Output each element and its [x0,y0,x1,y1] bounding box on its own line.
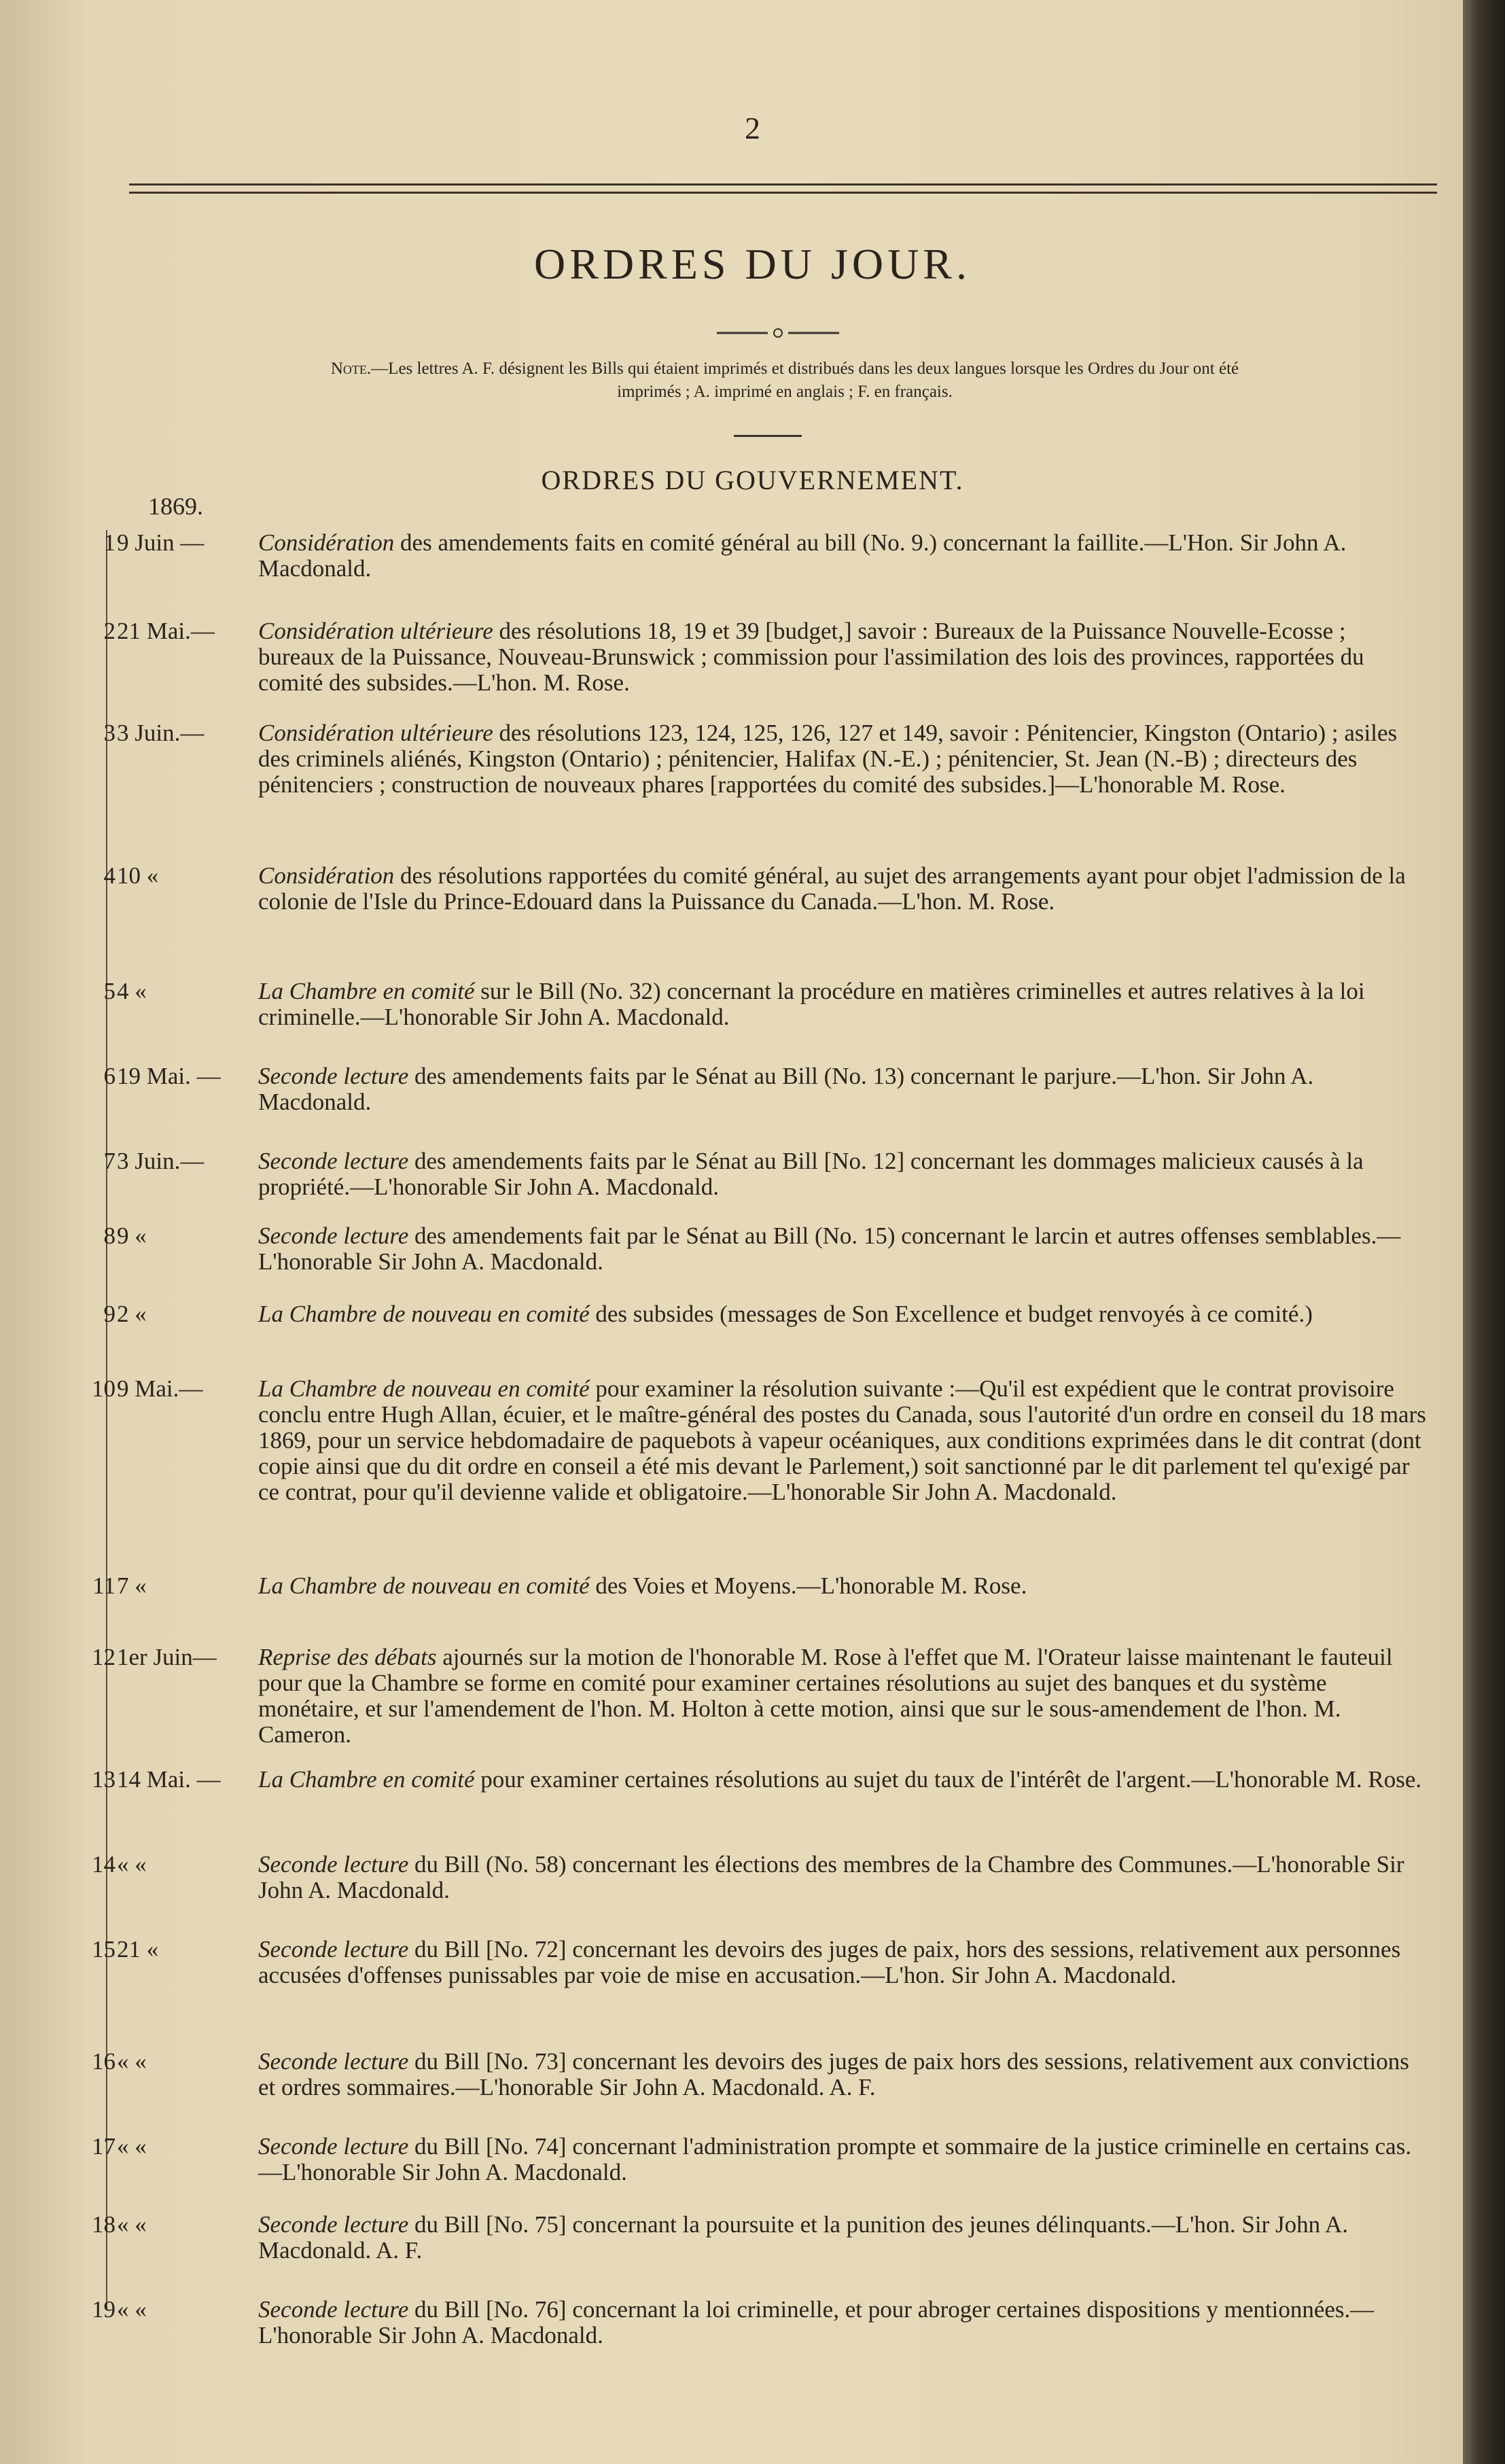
entry-lead: Considération ultérieure [258,720,493,746]
entry-body: pour examiner certaines résolutions au sujet du taux de l'intérêt de l'argent.—L'honorable M. Rose. [480,1766,1422,1793]
entry-text [258,1301,1427,1327]
entry-text [258,2134,1427,2185]
order-entry [88,2212,1427,2264]
entry-body: des résolutions 123, 124, 125, 126, 127 et 149, savoir : Pénitencier, Kingston (Ontario) ; asiles des criminels aliénés, Kingston (Ontario) ; pénitencier, Halifax (N.-E.) ; pénitencier, St. Jean (N.-B) ; directeurs des pénitenciers ; construction de nouveaux phares [rapportées du comité des subsides.]—L'honorable M. Rose. [258,720,1398,798]
entry-lead: Seconde lecture [258,1851,409,1878]
order-entry [88,2134,1427,2185]
entry-lead: Seconde lecture [258,2211,409,2238]
entry-body: des Voies et Moyens.—L'honorable M. Rose. [595,1572,1027,1599]
entry-number: 15 [92,1936,116,1963]
entry-body: des amendements faits par le Sénat au Bill (No. 13) concernant le parjure.—L'hon. Sir John A. Macdonald. [258,1063,1314,1115]
entry-text [258,530,1427,582]
entry-lead: Reprise des débats [258,1644,437,1670]
entry-text [258,1063,1427,1115]
entry-body: sur le Bill (No. 32) concernant la procédure en matières criminelles et autres relatives à la loi criminelle.—L'honorable Sir John A. Macdonald. [258,978,1365,1030]
entry-number: 4 [103,862,116,889]
entry-number: 2 [103,618,116,644]
entry-text [258,2049,1427,2100]
entry-lead: Considération [258,862,395,889]
entry-date: 9 Juin — [117,529,205,556]
entry-body: du Bill [No. 75] concernant la poursuite et la punition des jeunes délinquants.—L'hon. Sir John A. Macdonald. A. F. [258,2211,1348,2264]
entry-text [258,1937,1427,1988]
entry-body: pour examiner la résolution suivante :—Qu'il est expédient que le contrat provisoire conclu entre Hugh Allan, écuier, et le maître-général des postes du Canada, sous l'autorité d'un ordre en conseil du 18 mars 1869, pour un service hebdomadaire de paquebots à vapeur océaniques, aux conditions exprimées dans le dit contrat (dont copie ainsi que du dit ordre en conseil a été mis devant le Parlement,) soit sanctionné par le dit parlement tel qu'exigé par ce contrat, pour qu'il devienne valide et obligatoire.—L'honorable Sir John A. Macdonald. [258,1375,1426,1505]
entry-date: « « [117,2048,147,2075]
entry-number: 11 [92,1572,116,1599]
entry-date: « « [117,1851,147,1878]
order-entry [88,863,1427,915]
order-entry [88,618,1427,696]
entry-text [258,2297,1427,2348]
entry-number: 19 [92,2296,116,2323]
note-line-2: imprimés ; A. imprimé en anglais ; F. en français. [617,383,953,401]
entry-number: 18 [92,2211,116,2238]
entry-lead: La Chambre en comité [258,978,475,1004]
entry-body: des résolutions rapportées du comité général, au sujet des arrangements ayant pour objet l'admission de la colonie de l'Isle du Prince-Edouard dans la Puissance du Canada.—L'hon. M. Rose. [258,862,1406,915]
order-entry [88,1223,1427,1275]
order-entry [88,1852,1427,1903]
entry-date: 9 « [117,1222,147,1249]
entry-date: 3 Juin.— [117,720,205,746]
section-heading: ORDRES DU GOUVERNEMENT. [541,465,964,495]
entry-text [258,1376,1427,1505]
entry-text [258,618,1427,696]
entry-date: 21 « [117,1936,159,1963]
order-entry [88,720,1427,798]
book-binding [1463,0,1505,2464]
entry-date: 2 « [117,1301,147,1327]
note-line-1: —Les lettres A. F. désignent les Bills qui étaient imprimés et distribués dans les deux langues lorsque les Ordres du Jour ont été [371,359,1239,378]
entry-date: 14 Mai. — [117,1766,221,1793]
entry-lead: Considération [258,529,395,556]
entry-date: 7 « [117,1572,147,1599]
entry-text [258,1223,1427,1275]
entry-text [258,720,1427,798]
entry-body: du Bill [No. 74] concernant l'administration prompte et sommaire de la justice criminelle en certains cas.—L'honorable Sir John A. Macdonald. [258,2133,1412,2185]
entry-text [258,863,1427,915]
note-paragraph [129,357,1440,404]
entry-body: des résolutions 18, 19 et 39 [budget,] savoir : Bureaux de la Puissance Nouvelle-Ecosse ; bureaux de la Puissance, Nouveau-Brunswick ; commission pour l'assimilation des lois des provinces, rapportées du comité des subsides.—L'hon. M. Rose. [258,618,1364,696]
entry-number: 1 [103,529,116,556]
entry-body: du Bill [No. 76] concernant la loi criminelle, et pour abroger certaines dispositions y mentionnées.—L'honorable Sir John A. Macdonald. [258,2296,1375,2348]
header-rule-bottom [129,192,1437,194]
entry-date: 1er Juin— [117,1644,217,1670]
page-title: ORDRES DU JOUR. [534,240,971,288]
page-number: 2 [745,111,760,145]
entry-text [258,1644,1427,1748]
entry-text [258,1767,1427,1793]
entry-number: 12 [92,1644,116,1670]
order-entry [88,1301,1427,1327]
entry-number: 6 [103,1063,116,1089]
entry-lead: Seconde lecture [258,1936,409,1963]
order-entry [88,979,1427,1030]
header-rule-top [129,183,1437,186]
entry-number: 14 [92,1851,116,1878]
order-entry [88,2297,1427,2348]
entry-text [258,1852,1427,1903]
entry-date: « « [117,2133,147,2160]
entry-date: 10 « [117,862,159,889]
entry-text [258,979,1427,1030]
entry-number: 5 [103,978,116,1004]
entry-number: 10 [92,1375,116,1402]
entry-body: des subsides (messages de Son Excellence et budget renvoyés à ce comité.) [595,1301,1313,1327]
entry-body: du Bill (No. 58) concernant les élections des membres de la Chambre des Communes.—L'honorable Sir John A. Macdonald. [258,1851,1404,1903]
entry-body: ajournés sur la motion de l'honorable M. Rose à l'effet que M. l'Orateur laisse maintenant le fauteuil pour que la Chambre se forme en comité pour examiner certaines résolutions au sujet des banques et du système monétaire, et sur l'amendement de l'hon. M. Holton à cette motion, ainsi que sur le sous-amendement de l'hon. M. Cameron. [258,1644,1393,1748]
order-entry [88,1767,1427,1793]
entry-number: 17 [92,2133,116,2160]
entry-lead: La Chambre de nouveau en comité [258,1375,590,1402]
order-entry [88,1148,1427,1200]
entry-lead: Seconde lecture [258,2048,409,2075]
entry-lead: La Chambre de nouveau en comité [258,1301,590,1327]
entry-number: 16 [92,2048,116,2075]
entry-text [258,1148,1427,1200]
entry-date: 21 Mai.— [117,618,215,644]
entry-lead: Seconde lecture [258,2296,409,2323]
entry-body: des amendements faits en comité général au bill (No. 9.) concernant la faillite.—L'Hon. Sir John A. Macdonald. [258,529,1347,582]
entry-number: 13 [92,1766,116,1793]
entry-number: 3 [103,720,116,746]
entry-text [258,2212,1427,2264]
entry-body: du Bill [No. 72] concernant les devoirs des juges de paix, hors des sessions, relativement aux personnes accusées d'offenses punissables par voie de mise en accusation.—L'hon. Sir John A. Macdonald. [258,1936,1401,1988]
entry-text [258,1573,1427,1599]
entry-date: 9 Mai.— [117,1375,203,1402]
entry-lead: La Chambre de nouveau en comité [258,1572,590,1599]
entry-number: 7 [103,1148,116,1174]
entry-number: 9 [103,1301,116,1327]
order-entry [88,2049,1427,2100]
entry-date: 3 Juin.— [117,1148,205,1174]
entry-number: 8 [103,1222,116,1249]
entry-body: des amendements fait par le Sénat au Bill (No. 15) concernant le larcin et autres offenses semblables.—L'honorable Sir John A. Macdonald. [258,1222,1401,1275]
order-entry [88,1573,1427,1599]
entry-lead: Considération ultérieure [258,618,493,644]
order-entry [88,1644,1427,1748]
entry-lead: Seconde lecture [258,1063,409,1089]
entry-lead: Seconde lecture [258,1148,409,1174]
entry-lead: Seconde lecture [258,2133,409,2160]
order-entry [88,1063,1427,1115]
ornament-divider [710,323,846,343]
order-entry [88,1937,1427,1988]
section-divider [734,435,802,437]
note-label: Note. [330,359,372,378]
entry-date: « « [117,2211,147,2238]
entry-lead: Seconde lecture [258,1222,409,1249]
order-entry [88,1376,1427,1505]
entry-lead: La Chambre en comité [258,1766,475,1793]
entry-date: « « [117,2296,147,2323]
entry-date: 19 Mai. — [117,1063,221,1089]
entry-date: 4 « [117,978,147,1004]
entry-body: des amendements faits par le Sénat au Bill [No. 12] concernant les dommages malicieux causés à la propriété.—L'honorable Sir John A. Macdonald. [258,1148,1364,1200]
order-entry [88,530,1427,582]
year-label: 1869. [148,493,203,520]
entry-body: du Bill [No. 73] concernant les devoirs des juges de paix hors des sessions, relativement aux convictions et ordres sommaires.—L'honorable Sir John A. Macdonald. A. F. [258,2048,1409,2100]
